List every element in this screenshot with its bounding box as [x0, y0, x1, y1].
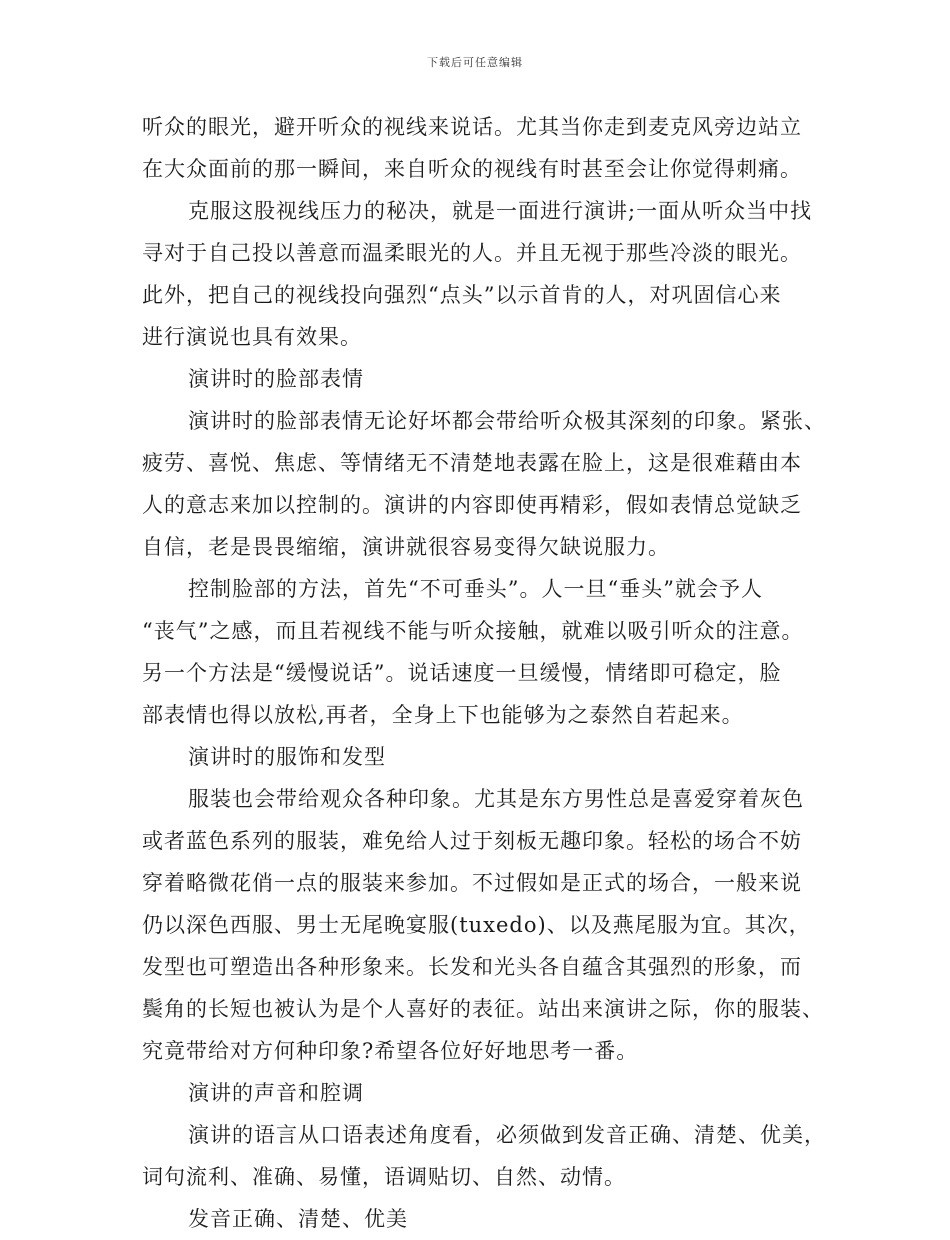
text-line: 克服这股视线压力的秘决，就是一面进行演讲;一面从听众当中找 [188, 199, 813, 223]
text-line: 寻对于自己投以善意而温柔眼光的人。并且无视于那些冷淡的眼光。 [142, 241, 802, 265]
text-line: 部表情也得以放松,再者，全身上下也能够为之泰然自若起来。 [142, 703, 744, 727]
text-line: 进行演说也具有效果。 [142, 325, 362, 349]
section-heading: 发音正确、清楚、优美 [188, 1207, 408, 1231]
text-line: 演讲时的脸部表情无论好坏都会带给听众极其深刻的印象。紧张、 [188, 409, 826, 433]
text-line: 或者蓝色系列的服装，难免给人过于刻板无趣印象。轻松的场合不妨 [142, 829, 802, 853]
text-line: 人的意志来加以控制的。演讲的内容即使再精彩，假如表情总觉缺乏 [142, 493, 802, 517]
document-body [142, 106, 826, 1240]
text-line: 演讲的语言从口语表述角度看，必须做到发音正确、清楚、优美， [188, 1123, 826, 1147]
text-line: 发型也可塑造出各种形象来。长发和光头各自蕴含其强烈的形象，而 [142, 955, 802, 979]
page-header: 下载后可任意编辑 [427, 56, 523, 69]
text-line: 自信，老是畏畏缩缩，演讲就很容易变得欠缺说服力。 [142, 535, 670, 559]
text-line: 听众的眼光，避开听众的视线来说话。尤其当你走到麦克风旁边站立 [142, 115, 802, 139]
text-line: 疲劳、喜悦、焦虑、等情绪无不清楚地表露在脸上，这是很难藉由本 [142, 451, 802, 475]
text-line: 在大众面前的那一瞬间，来自听众的视线有时甚至会让你觉得刺痛。 [142, 157, 802, 181]
text-line: 服装也会带给观众各种印象。尤其是东方男性总是喜爱穿着灰色 [188, 787, 804, 811]
text-line: 词句流利、准确、易懂，语调贴切、自然、动情。 [142, 1165, 626, 1189]
text-line: 究竟带给对方何种印象?希望各位好好地思考一番。 [142, 1039, 639, 1063]
section-heading: 演讲时的脸部表情 [188, 367, 364, 391]
text-line: 鬓角的长短也被认为是个人喜好的表征。站出来演讲之际，你的服装、 [142, 997, 824, 1021]
section-heading: 演讲时的服饰和发型 [188, 745, 386, 769]
text-line: 穿着略微花俏一点的服装来参加。不过假如是正式的场合，一般来说 [142, 871, 802, 895]
text-line: 另一个方法是“缓慢说话”。说话速度一旦缓慢，情绪即可稳定，脸 [142, 661, 782, 685]
text-line: 仍以深色西服、男士无尾晚宴服(tuxedo)、以及燕尾服为宜。其次， [142, 913, 811, 937]
section-heading: 演讲的声音和腔调 [188, 1081, 364, 1105]
text-line: 此外，把自己的视线投向强烈“点头”以示首肯的人，对巩固信心来 [142, 283, 782, 307]
text-line: “丧气”之感，而且若视线不能与听众接触，就难以吸引听众的注意。 [142, 619, 804, 643]
text-line: 控制脸部的方法，首先“不可垂头”。人一旦“垂头”就会予人 [188, 577, 763, 601]
